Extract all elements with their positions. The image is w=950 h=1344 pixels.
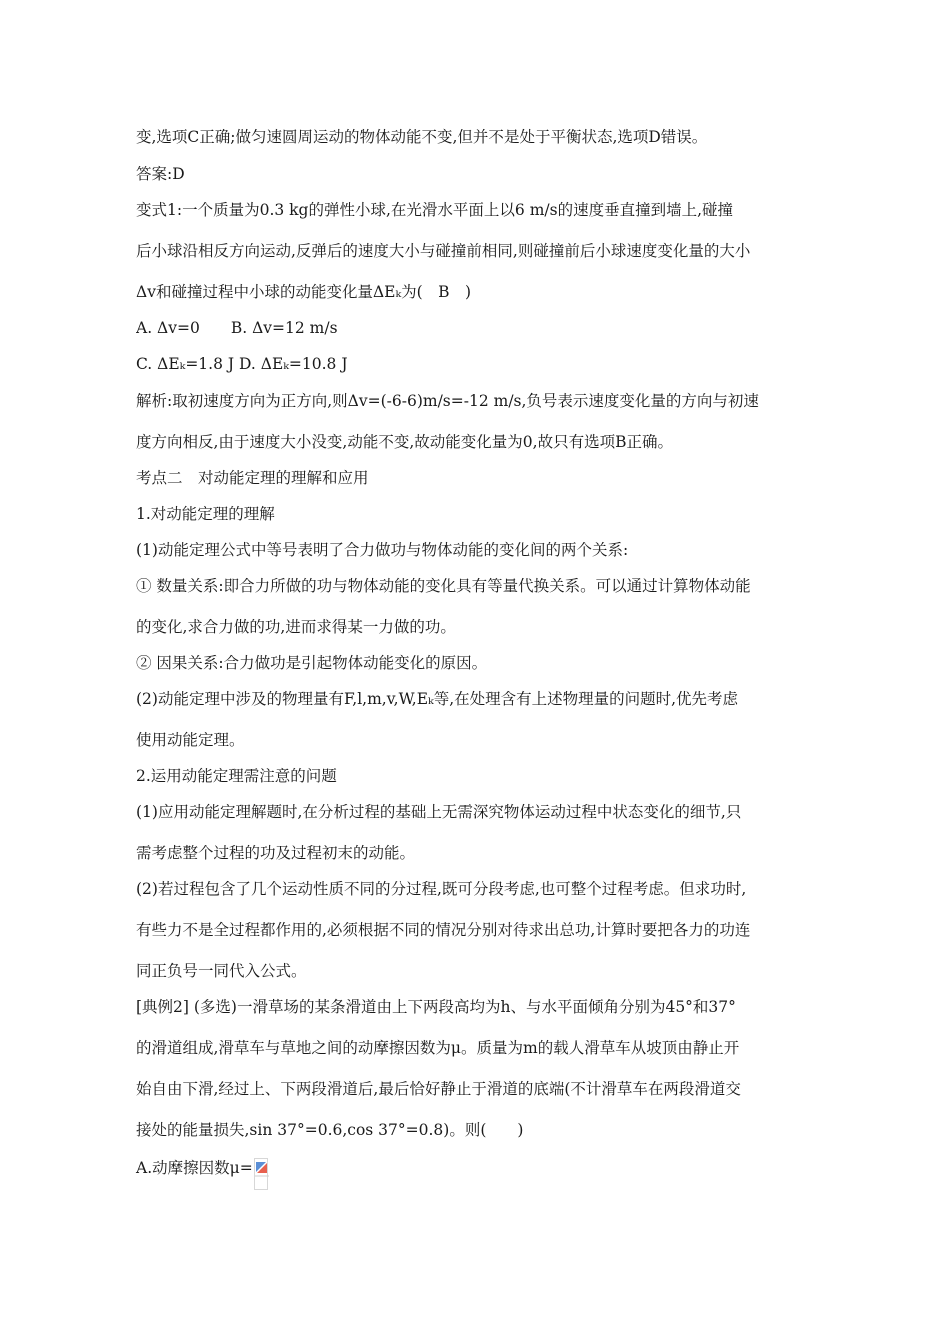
text-line: 接处的能量损失,sin 37°=0.6,cos 37°=0.8)。则( ) [136,1121,524,1139]
text-line: 变,选项C正确;做匀速圆周运动的物体动能不变,但并不是处于平衡状态,选项D错误。 [136,128,708,146]
text-line: (1)动能定理公式中等号表明了合力做功与物体动能的变化间的两个关系: [136,541,629,559]
text-line: 始自由下滑,经过上、下两段滑道后,最后恰好静止于滑道的底端(不计滑草车在两段滑道交 [136,1080,741,1098]
text-line: (1)应用动能定理解题时,在分析过程的基础上无需深究物体运动过程中状态变化的细节,只 [136,803,742,821]
text-line: (2)若过程包含了几个运动性质不同的分过程,既可分段考虑,也可整个过程考虑。但求功时, [136,880,747,898]
text-line: 有些力不是全过程都作用的,必须根据不同的情况分别对待求出总功,计算时要把各力的功连 [136,921,751,939]
text-line: 同正负号一同代入公式。 [136,962,307,980]
answer-line: 答案:D [136,165,185,183]
option-a-text: A.动摩擦因数μ= [136,1159,253,1177]
example-line: [典例2] (多选)一滑草场的某条滑道由上下两段高均为h、与水平面倾角分别为45°和37° [136,998,736,1016]
text-line: 解析:取初速度方向为正方向,则Δv=(-6-6)m/s=-12 m/s,负号表示速度变化量的方向与初速 [136,392,759,410]
subheading: 1.对动能定理的理解 [136,505,275,523]
text-line: 使用动能定理。 [136,731,245,749]
text-line: 变式1:一个质量为0.3 kg的弹性小球,在光滑水平面上以6 m/s的速度垂直撞到墙上,碰撞 [136,201,733,219]
text-line: ① 数量关系:即合力所做的功与物体动能的变化具有等量代换关系。可以通过计算物体动能 [136,577,751,595]
option-line: A. Δv=0 B. Δv=12 m/s [136,319,338,337]
text-line: 需考虑整个过程的功及过程初末的动能。 [136,844,416,862]
text-line: 的滑道组成,滑草车与草地之间的动摩擦因数为μ。质量为m的载人滑草车从坡顶由静止开 [136,1039,740,1057]
text-line: 后小球沿相反方向运动,反弹后的速度大小与碰撞前相同,则碰撞前后小球速度变化量的大小 [136,242,751,260]
text-line: (2)动能定理中涉及的物理量有F,l,m,v,W,Eₖ等,在处理含有上述物理量的问题时,优先考虑 [136,690,739,708]
text-line: Δv和碰撞过程中小球的动能变化量ΔEₖ为( B ) [136,283,472,301]
text-line: 的变化,求合力做的功,进而求得某一力做的功。 [136,618,456,636]
section-heading: 考点二 对动能定理的理解和应用 [136,469,369,487]
text-line: ② 因果关系:合力做功是引起物体动能变化的原因。 [136,654,488,672]
text-line: 度方向相反,由于速度大小没变,动能不变,故动能变化量为0,故只有选项B正确。 [136,433,673,451]
broken-image-icon [254,1158,268,1190]
option-line [136,1158,816,1190]
subheading: 2.运用动能定理需注意的问题 [136,767,337,785]
option-line: C. ΔEₖ=1.8 J D. ΔEₖ=10.8 J [136,355,348,373]
